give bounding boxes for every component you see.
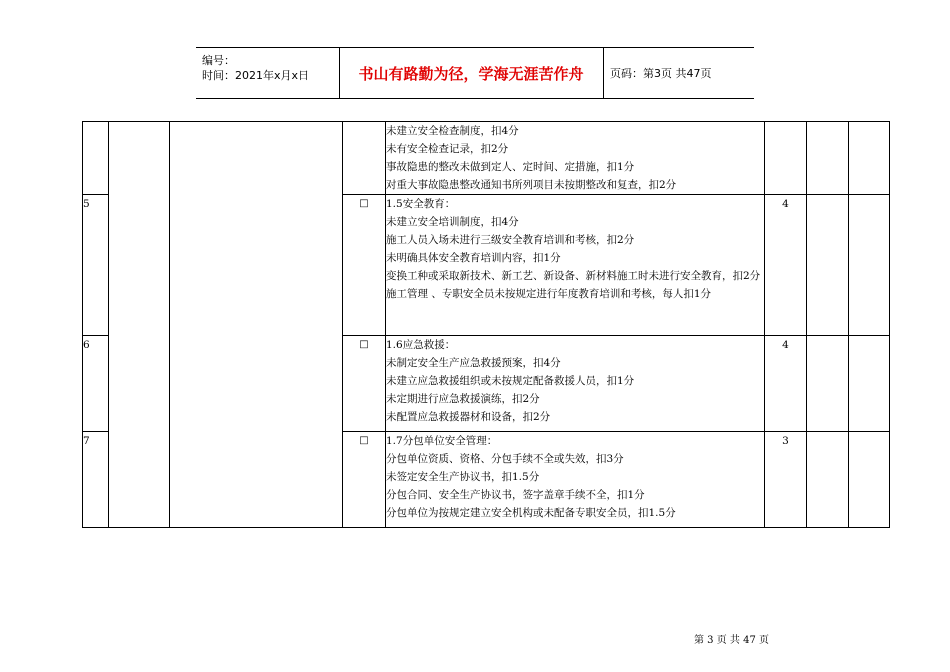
deduction-description bbox=[386, 432, 765, 528]
deduction-line: 未建立安全检查制度，扣4分 bbox=[386, 125, 519, 137]
checkbox-cell[interactable] bbox=[343, 195, 386, 336]
empty-cell bbox=[849, 336, 890, 432]
row-number: 7 bbox=[83, 432, 109, 528]
deduction-description bbox=[386, 195, 765, 336]
checkbox[interactable]: □ bbox=[359, 339, 369, 350]
deduction-line: 1.6应急救援： bbox=[386, 339, 456, 351]
deduction-line: 1.7分包单位安全管理： bbox=[386, 435, 498, 447]
deduction-line: 未有安全检查记录，扣2分 bbox=[386, 143, 509, 155]
deduction-line: 未建立安全培训制度，扣4分 bbox=[386, 216, 519, 228]
deduction-line: 分包单位为按规定建立安全机构或未配备专职安全员，扣1.5分 bbox=[386, 507, 676, 519]
row-number bbox=[83, 122, 109, 195]
score-cell: 4 bbox=[765, 336, 807, 432]
deduction-line: 未定期进行应急救援演练，扣2分 bbox=[386, 393, 540, 405]
deduction-line: 未明确具体安全教育培训内容，扣1分 bbox=[386, 252, 561, 264]
deduction-line: 未配置应急救援器材和设备，扣2分 bbox=[386, 411, 551, 423]
deduction-line: 1.5安全教育： bbox=[386, 198, 456, 210]
row-number: 5 bbox=[83, 195, 109, 336]
empty-cell bbox=[849, 432, 890, 528]
checkbox-cell[interactable] bbox=[343, 336, 386, 432]
deduction-line: 变换工种或采取新技术、新工艺、新设备、新材料施工时未进行安全教育，扣2分 bbox=[386, 270, 761, 282]
checkbox-cell[interactable] bbox=[343, 432, 386, 528]
header-page-label: 页码：第3页 共47页 bbox=[610, 67, 712, 80]
safety-inspection-table bbox=[82, 121, 890, 528]
empty-cell bbox=[807, 195, 849, 336]
empty-cell bbox=[807, 336, 849, 432]
empty-cell bbox=[849, 195, 890, 336]
empty-cell bbox=[807, 122, 849, 195]
checkbox[interactable]: □ bbox=[359, 198, 369, 209]
header-left-cell bbox=[196, 48, 340, 98]
document-date-label: 时间：2021年x月x日 bbox=[202, 69, 310, 82]
document-number-label: 编号： bbox=[202, 54, 235, 67]
item-cell bbox=[109, 122, 170, 528]
deduction-line: 未建立应急救援组织或未按规定配备救援人员，扣1分 bbox=[386, 375, 635, 387]
page-header bbox=[196, 47, 754, 99]
score-cell: 3 bbox=[765, 432, 807, 528]
deduction-line: 事故隐患的整改未做到定人、定时间、定措施，扣1分 bbox=[386, 161, 635, 173]
deduction-line: 施工人员入场未进行三级安全教育培训和考核，扣2分 bbox=[386, 234, 635, 246]
header-motto: 书山有路勤为径，学海无涯苦作舟 bbox=[339, 48, 604, 98]
deduction-line: 对重大事故隐患整改通知书所列项目未按期整改和复查，扣2分 bbox=[386, 179, 677, 191]
deduction-line: 施工管理 、专职安全员未按规定进行年度教育培训和考核，每人扣1分 bbox=[386, 288, 712, 300]
empty-cell bbox=[807, 432, 849, 528]
row-number: 6 bbox=[83, 336, 109, 432]
deduction-description bbox=[386, 336, 765, 432]
empty-cell bbox=[849, 122, 890, 195]
table-row bbox=[83, 122, 890, 195]
deduction-line: 分包单位资质、资格、分包手续不全或失效，扣3分 bbox=[386, 453, 624, 465]
checkbox[interactable]: □ bbox=[359, 435, 369, 446]
deduction-description bbox=[386, 122, 765, 195]
checkbox-cell bbox=[343, 122, 386, 195]
score-cell bbox=[765, 122, 807, 195]
page-footer: 第 3 页 共 47 页 bbox=[694, 635, 769, 646]
deduction-line: 分包合同、安全生产协议书，签字盖章手续不全，扣1分 bbox=[386, 489, 645, 501]
deduction-line: 未签定安全生产协议书，扣1.5分 bbox=[386, 471, 540, 483]
standard-cell bbox=[170, 122, 343, 528]
score-cell: 4 bbox=[765, 195, 807, 336]
deduction-line: 未制定安全生产应急救援预案，扣4分 bbox=[386, 357, 561, 369]
